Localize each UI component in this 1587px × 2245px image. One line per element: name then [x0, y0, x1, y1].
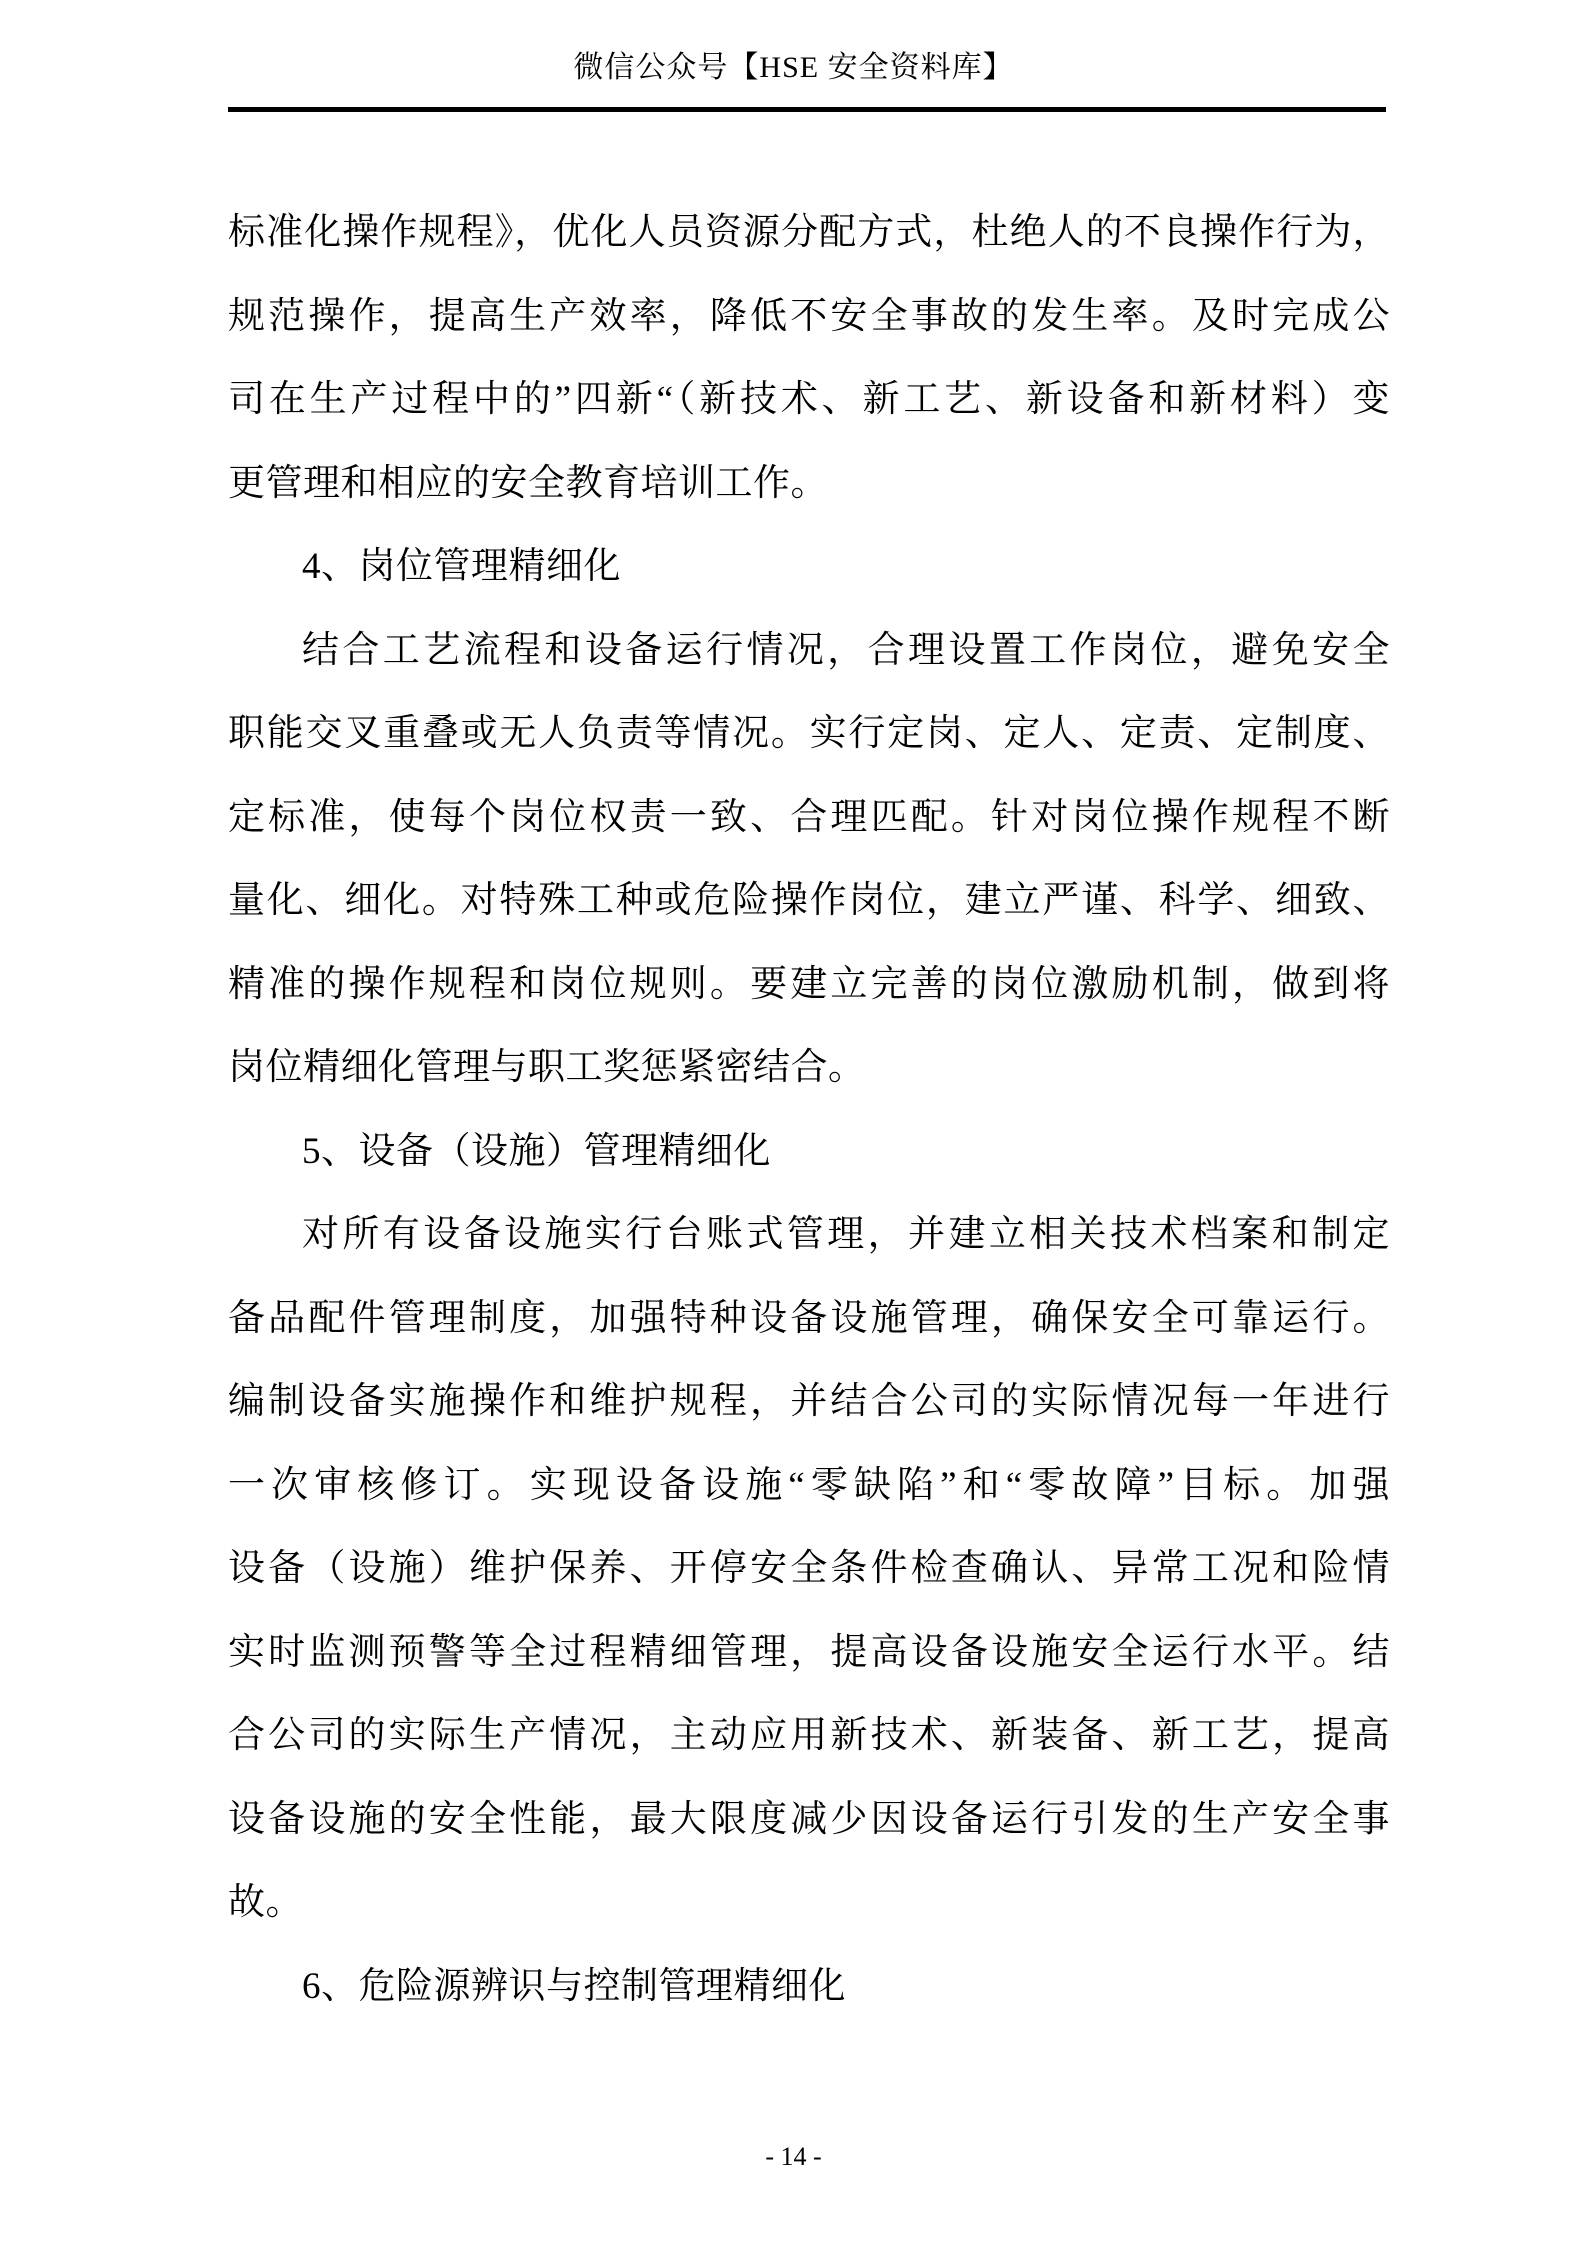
body-line: 岗位精细化管理与职工奖惩紧密结合。: [228, 1047, 866, 1088]
body-line: 结合工艺流程和设备运行情况，合理设置工作岗位，避免安全: [302, 629, 1390, 671]
body-line: 合公司的实际生产情况，主动应用新技术、新装备、新工艺，提高: [228, 1715, 1390, 1756]
body-line: 故。: [228, 1882, 303, 1923]
body-line: 更管理和相应的安全教育培训工作。: [228, 462, 828, 504]
body-line: 规范操作，提高生产效率，降低不安全事故的发生率。及时完成公: [228, 295, 1390, 337]
body-line: 设备设施的安全性能，最大限度减少因设备运行引发的生产安全事: [228, 1798, 1390, 1840]
body-line: 编制设备实施操作和维护规程，并结合公司的实际情况每一年进行: [228, 1381, 1390, 1422]
body-line: 定标准，使每个岗位权责一致、合理匹配。针对岗位操作规程不断: [228, 796, 1390, 838]
body-line: 精准的操作规程和岗位规则。要建立完善的岗位激励机制，做到将: [228, 963, 1390, 1005]
body-line: 标准化操作规程》，优化人员资源分配方式，杜绝人的不良操作行为，: [228, 212, 1390, 253]
body-line: 对所有设备设施实行台账式管理，并建立相关技术档案和制定: [302, 1214, 1390, 1255]
body-line: 一次审核修订。实现设备设施“零缺陷”和“零故障”目标。加强: [228, 1464, 1390, 1506]
body-line: 备品配件管理制度，加强特种设备设施管理，确保安全可靠运行。: [228, 1297, 1390, 1339]
header-rule: [228, 107, 1386, 112]
body-line: 4、岗位管理精细化: [302, 546, 621, 587]
body-line: 司在生产过程中的”四新“（新技术、新工艺、新设备和新材料）变: [228, 379, 1390, 420]
body-line: 设备（设施）维护保养、开停安全条件检查确认、异常工况和险情: [228, 1548, 1390, 1589]
document-body: [228, 191, 1390, 2028]
body-line: 实时监测预警等全过程精细管理，提高设备设施安全运行水平。结: [228, 1631, 1390, 1673]
body-line: 职能交叉重叠或无人负责等情况。实行定岗、定人、定责、定制度、: [228, 713, 1390, 754]
body-line: 量化、细化。对特殊工种或危险操作岗位，建立严谨、科学、细致、: [228, 880, 1390, 921]
footer-page-number: - 14 -: [765, 2142, 822, 2171]
body-line: 5、设备（设施）管理精细化: [302, 1130, 771, 1172]
body-line: 6、危险源辨识与控制管理精细化: [302, 1965, 846, 2007]
page-header-title: 微信公众号【HSE 安全资料库】: [573, 51, 1014, 84]
